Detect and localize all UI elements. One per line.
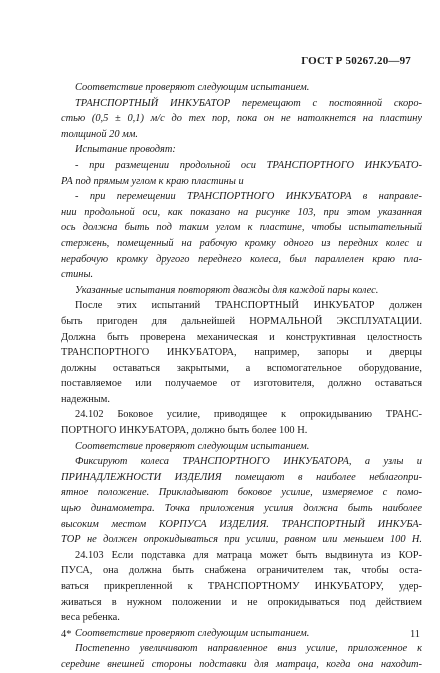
text-line: ТРАНСПОРТНОГО ИНКУБАТОРА, например, запоры и дверцы bbox=[61, 347, 422, 359]
text-line: ПОРТНОГО ИНКУБАТОРА, должно быть более 100 Н. bbox=[61, 425, 308, 437]
text-line: нии продольной оси, как показано на рисунке 103, при этом указанная bbox=[61, 206, 422, 218]
text-line: 24.103 Если подставка для матраца может быть выдвинута из КОР- bbox=[75, 549, 422, 561]
text-line: надежным. bbox=[61, 393, 110, 405]
text-line: Должна быть проверена механическая и конструктивная целостность bbox=[61, 331, 422, 343]
text-line: должны оставаться закрытыми, а вспомогательное оборудование, bbox=[61, 362, 422, 374]
text-line: Соответствие проверяют следующим испытанием. bbox=[75, 440, 310, 452]
text-line: Постепенно увеличивают направленное вниз усилие, приложенное к bbox=[75, 643, 422, 655]
text-line: середине внешней стороны подставки для матраца, когда она находит- bbox=[61, 658, 422, 670]
text-line: - при размещении продольной оси ТРАНСПОРТНОГО ИНКУБАТО- bbox=[75, 159, 422, 171]
text-line: ось должна быть под таким углом к пластине, чтобы испытательный bbox=[61, 222, 422, 234]
text-line: живаться в нужном положении и не опрокидываться под действием bbox=[61, 596, 422, 608]
text-line: 24.102 Боковое усилие, приводящее к опрокидыванию ТРАНС- bbox=[75, 409, 422, 421]
text-line: нерабочую кромку другого переднего колеса, был параллелен краю пла- bbox=[61, 253, 422, 265]
text-line: быть пригоден для дальнейшей НОРМАЛЬНОЙ ЭКСПЛУАТАЦИИ. bbox=[61, 315, 422, 327]
page-number: 11 bbox=[409, 629, 420, 640]
standard-header: ГОСТ Р 50267.20—97 bbox=[301, 55, 411, 67]
text-line: ПРИНАДЛЕЖНОСТИ ИЗДЕЛИЯ помещают в наиболее неблагопри- bbox=[61, 471, 422, 483]
text-line: Фиксируют колеса ТРАНСПОРТНОГО ИНКУБАТОРА, а узлы и bbox=[75, 456, 422, 468]
text-line: Соответствие проверяют следующим испытанием. bbox=[75, 82, 310, 93]
text-line: стью (0,5 ± 0,1) м/с до тех пор, пока он не натолкнется на пластину bbox=[61, 113, 422, 125]
text-line: ПУСА, она должна быть снабжена ограничителем так, чтобы оста- bbox=[61, 565, 422, 577]
text-line: РА под прямым углом к краю пластины и bbox=[61, 175, 244, 187]
text-line: ТОР не должен опрокидываться при усилии, равном или меньшем 100 Н. bbox=[61, 534, 422, 546]
text-line: Указанные испытания повторяют дважды для каждой пары колес. bbox=[75, 284, 379, 296]
text-line: стины. bbox=[61, 269, 94, 281]
body-text bbox=[61, 80, 422, 673]
text-line: стержень, помещенный на рабочую кромку одного из передних колес и bbox=[61, 237, 422, 249]
text-line: После этих испытаний ТРАНСПОРТНЫЙ ИНКУБАТОР должен bbox=[75, 300, 422, 312]
footer-mark: 4* bbox=[61, 629, 72, 640]
text-line: щью динамометра. Точка приложения усилия должна быть наиболее bbox=[61, 503, 422, 515]
text-line: Испытание проводят: bbox=[75, 144, 176, 156]
text-line: - при перемещении ТРАНСПОРТНОГО ИНКУБАТОРА в направле- bbox=[75, 191, 422, 203]
text-line: толщиной 20 мм. bbox=[61, 128, 139, 140]
text-line: веса ребенка. bbox=[61, 612, 120, 624]
text-line: Соответствие проверяют следующим испытанием. bbox=[75, 627, 310, 639]
text-line: поставляемое или получаемое от изготовителя, должно оставаться bbox=[61, 378, 422, 390]
text-line: ятное положение. Прикладывают боковое усилие, измеряемое с помо- bbox=[61, 487, 422, 499]
text-line: ТРАНСПОРТНЫЙ ИНКУБАТОР перемещают с постоянной скоро- bbox=[75, 97, 422, 109]
text-line: ваться прикрепленной к ТРАНСПОРТНОМУ ИНКУБАТОРУ, удер- bbox=[61, 581, 422, 592]
text-line: высоким местом КОРПУСА ИЗДЕЛИЯ. ТРАНСПОРТНЫЙ ИНКУБА- bbox=[61, 518, 422, 530]
